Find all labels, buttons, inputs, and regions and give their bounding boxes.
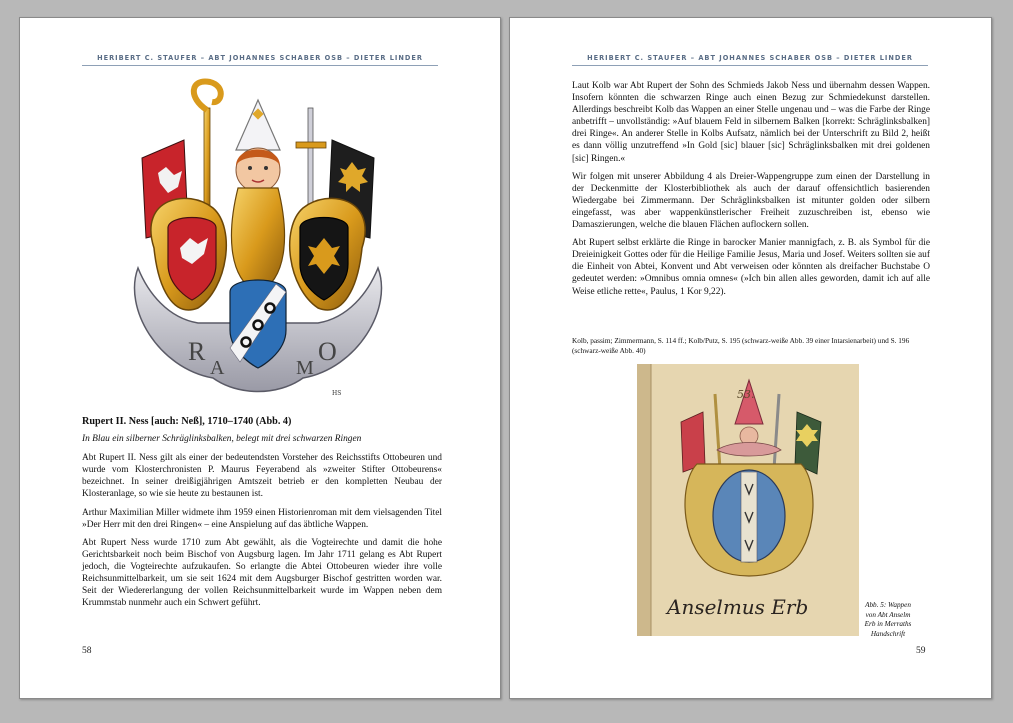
page-number: 59 — [916, 646, 926, 656]
header-rule — [572, 65, 928, 66]
paragraph-3: Abt Rupert Ness wurde 1710 zum Abt gewählt, als die Vogteirechte und damit die hohe Gerichtsbarkeit noch beim Bischof von Augsburg lagen. Im Jahr 1711 gelang es Abt Rupert jedoch, die Vogteirechte aufzukaufen. So erlangte die Abtei Ottobeuren wieder ihre volle Reichsunmittelbarkeit, um sie seit 1624 mit dem Augsburger Bischof gestritten worden war. Seit der Wiedererlangung der vollen Reichsunmittelbarkeit wurde im Wappen neben dem Krummstab nunmehr auch ein Schwert geführt. — [82, 537, 442, 609]
figure-caption: Abb. 5: Wappen von Abt Anselm Erb in Merraths Handschrift — [864, 601, 912, 638]
crest-letter-1: R — [188, 337, 206, 366]
right-body — [572, 80, 930, 304]
coat-of-arms-illustration — [118, 78, 398, 398]
paragraph-2: Wir folgen mit unserer Abbildung 4 als Dreier-Wappengruppe zum einen der Darstellung in der Deckenmitte der Klosterbibliothek als auch der darauf offensichtlich basierenden Wiedergabe bei Zimmermann. Der Schräglinksbalken ist mitunter golden oder silbern eingefasst, was aber wappenkünstlerischer Freiheit zuzuschreiben ist, ebenso wie Damaszierungen, welche die blauen Flächen auflockern sollen. — [572, 171, 930, 231]
page-right — [509, 17, 992, 699]
crest-letter-2: A — [210, 357, 225, 379]
running-header: HERIBERT C. STAUFER – ABT JOHANNES SCHABER OSB – DIETER LINDER — [587, 54, 913, 62]
blazon-text: In Blau ein silberner Schräglinksbalken, belegt mit drei schwarzen Ringen — [82, 434, 362, 445]
section-heading: Rupert II. Ness [auch: Neß], 1710–1740 (Abb. 4) — [82, 416, 292, 427]
paragraph-1: Abt Rupert II. Ness gilt als einer der bedeutendsten Vorsteher des Reichsstifts Ottobeuren und wurde vom Klosterchronisten P. Maurus Feyerabend als »zweiter Stifter Ottobeurens« bezeichnet. In seiner dreißigjährigen Amtszeit betrieb er den kompletten Neubau der Klosteranlage, so wie sie heute zu bestaunen ist. — [82, 453, 442, 500]
manuscript-name: Anselmus Erb — [667, 595, 809, 619]
paragraph-3: Abt Rupert selbst erklärte die Ringe in barocker Manier mannigfach, z. B. als Symbol für die Dreieinigkeit Gottes oder für die Heilige Familie Jesus, Maria und Josef. Weiters sollten sie auf die Einheit von Abtei, Konvent und Abt verweisen oder könnten als dreifacher Buchstabe O gedeutet werden: »Omnibus omnia omnes« (»Ich bin allen alles geworden, damit ich auf alle Weise etliche rette«, Paulus, 1 Kor 9,22). — [572, 238, 930, 297]
header-rule — [82, 65, 438, 66]
crest-letter-3: M — [296, 357, 314, 379]
left-body — [82, 416, 442, 615]
running-header: HERIBERT C. STAUFER – ABT JOHANNES SCHABER OSB – DIETER LINDER — [97, 54, 423, 62]
crest-letter-4: O — [318, 337, 337, 366]
footnote: Kolb, passim; Zimmermann, S. 114 ff.; Kolb/Putz, S. 195 (schwarz-weiße Abb. 39 einer Intarsienarbeit) und S. 196 (schwarz-weiße Abb. 40) — [572, 336, 910, 355]
page-left — [19, 17, 501, 699]
paragraph-1: Laut Kolb war Abt Rupert der Sohn des Schmieds Jakob Ness und übernahm dessen Wappen. Insofern könnten die schwarzen Ringe auch einen Bezug zur Schmiedekunst darstellen. Allerdings beschreibt Kolb das Wappen an einer Stelle ungenau und – was die Farbe der Ringe anbetrifft – unvollständig: »Auf blauem Feld in silbernem Balken [korrekt: Schräglinksbalken] drei Ringe«. An anderer Stelle in Kolbs Aufsatz, nämlich bei der Unterschrift zu Bild 2, heißt es dann völlig unzutreffend »In Gold [sic] blauer [sic] Schräglinksbalken mit drei goldenen [sic] Ringen.« — [572, 81, 930, 164]
paragraph-2: Arthur Maximilian Miller widmete ihm 1959 einen Historienroman mit dem vielsagenden Titel »Der Herr mit den drei Ringen« – eine Anspielung auf das äbtliche Wappen. — [82, 507, 442, 530]
manuscript-number: 53. — [737, 388, 755, 401]
manuscript-photo — [637, 364, 859, 636]
artist-signature: HS — [332, 390, 342, 397]
page-number: 58 — [82, 646, 92, 656]
